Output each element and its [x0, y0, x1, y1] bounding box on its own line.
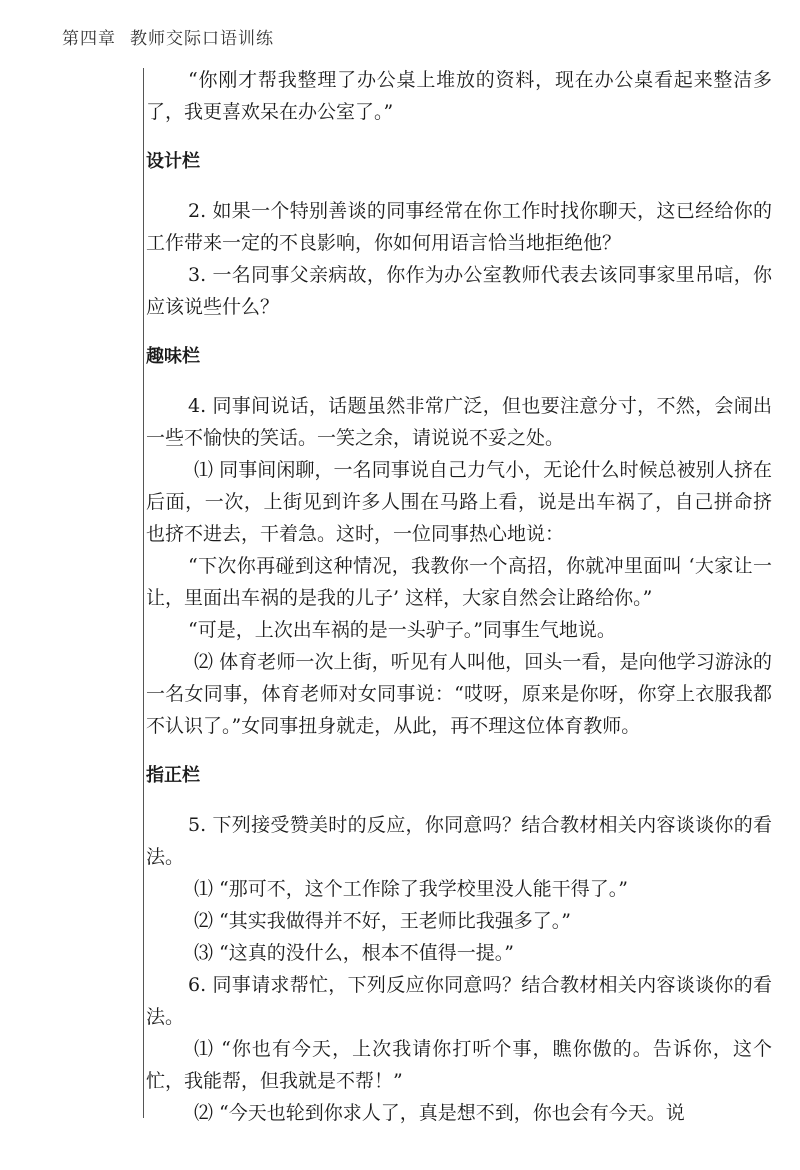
section-heading-fun: 趣味栏 [146, 346, 200, 367]
question-5-item-3: ⑶ “这真的没什么，根本不值得一提。” [194, 942, 514, 964]
chapter-number: 第四章 [62, 29, 116, 49]
paragraph-quote-intro: “你刚才帮我整理了办公桌上堆放的资料，现在办公桌看起来整洁多了，我更喜欢呆在办公室了。” [146, 69, 772, 123]
question-4-item-2: ⑵ 体育老师一次上街，听见有人叫他，回头一看，是向他学习游泳的一名女同事，体育老师对女同事说：“哎呀，原来是你呀，你穿上衣服我都不认识了。”女同事扭身就走，从此，再不理这位体育教师。 [146, 651, 772, 737]
question-6-item-2: ⑵ “今天也轮到你求人了，真是想不到，你也会有今天。说 [194, 1102, 685, 1124]
page-header [62, 24, 274, 49]
section-heading-correct: 指正栏 [146, 765, 200, 786]
question-2: 2. 如果一个特别善谈的同事经常在你工作时找你聊天，这已经给你的工作带来一定的不良影响，你如何用语言恰当地拒绝他？ [146, 200, 772, 254]
chapter-title: 教师交际口语训练 [130, 29, 274, 49]
question-3: 3. 一名同事父亲病故，你作为办公室教师代表去该同事家里吊唁，你应该说些什么？ [146, 264, 772, 318]
question-5: 5. 下列接受赞美时的反应，你同意吗？结合教材相关内容谈谈你的看法。 [146, 814, 772, 868]
question-4-item-1: ⑴ 同事间闲聊，一名同事说自己力气小，无论什么时候总被别人挤在后面，一次，上街见到许多人围在马路上看，说是出车祸了，自己拼命挤也挤不进去，干着急。这时，一位同事热心地说： [146, 459, 772, 545]
margin-rule [143, 68, 144, 1118]
question-4-item-1-quote: “下次你再碰到这种情况，我教你一个高招，你就冲里面叫 ‘大家让一让，里面出车祸的是我的儿子’ 这样，大家自然会让路给你。” [146, 555, 772, 609]
question-6-item-1: ⑴ “你也有今天，上次我请你打听个事，瞧你傲的。告诉你，这个忙，我能帮，但我就是不帮！” [146, 1038, 772, 1092]
question-4-item-1-reply: “可是，上次出车祸的是一头驴子。”同事生气地说。 [188, 619, 616, 641]
question-5-item-2: ⑵ “其实我做得并不好，王老师比我强多了。” [194, 910, 571, 932]
section-heading-design: 设计栏 [146, 151, 200, 172]
page-body [146, 64, 772, 1129]
question-4: 4. 同事间说话，话题虽然非常广泛，但也要注意分寸，不然，会闹出一些不愉快的笑话。一笑之余，请说说不妥之处。 [146, 395, 772, 449]
question-6: 6. 同事请求帮忙，下列反应你同意吗？结合教材相关内容谈谈你的看法。 [146, 974, 772, 1028]
question-5-item-1: ⑴ “那可不，这个工作除了我学校里没人能干得了。” [194, 878, 628, 900]
